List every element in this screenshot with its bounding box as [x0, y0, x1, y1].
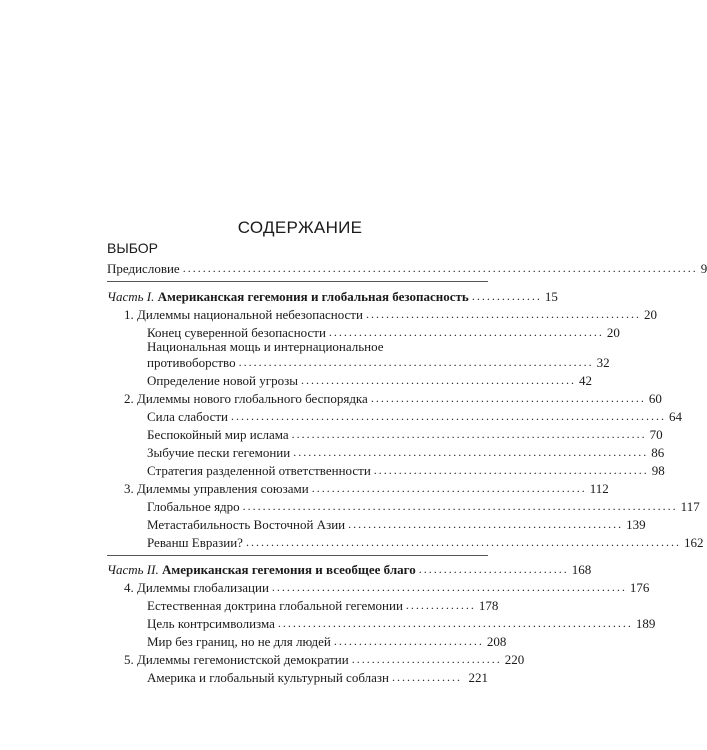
page-number: 176 [629, 580, 650, 595]
entry-title: Беспокойный мир ислама [147, 427, 289, 442]
toc-entry-2-4[interactable] [147, 459, 665, 478]
section-divider [107, 281, 488, 282]
page-number: 220 [504, 652, 525, 667]
toc-entry-3-1[interactable] [147, 495, 700, 514]
entry-title: Америка и глобальный культурный соблазн [147, 670, 389, 685]
dot-leader: .............................. [333, 634, 484, 648]
entry-title: противоборство [147, 355, 236, 370]
entry-title: 5. Дилеммы гегемонистской демократии [124, 652, 349, 667]
toc-entry-5-1[interactable] [147, 666, 488, 685]
dot-leader: .............................. [418, 562, 569, 576]
toc-heading: СОДЕРЖАНИЕ [237, 218, 363, 237]
entry-title: 1. Дилеммы национальной небезопасности [124, 307, 363, 322]
entry-title: Конец суверенной безопасности [147, 325, 326, 340]
part-label: Часть I. [107, 289, 155, 304]
toc-entry-chapter-2[interactable] [124, 387, 662, 406]
part-label: Часть II. [107, 562, 159, 577]
page-number: 112 [589, 481, 609, 496]
toc-entry-2-3[interactable] [147, 441, 665, 460]
dot-leader: ....................................................................... [271, 580, 627, 594]
toc-entry-chapter-5[interactable] [124, 648, 525, 667]
entry-title: Стратегия разделенной ответственности [147, 463, 371, 478]
page-number: 15 [544, 289, 558, 304]
toc-entry-part-2[interactable] [107, 558, 592, 577]
page-number: 189 [635, 616, 656, 631]
dot-leader: ....................................................... [365, 307, 641, 321]
toc-entry-chapter-1[interactable] [124, 303, 657, 322]
toc-entry-preface[interactable] [107, 257, 707, 276]
page-number: 32 [596, 355, 610, 370]
dot-leader: ....................................................... [370, 391, 646, 405]
page-number: 208 [486, 634, 507, 649]
dot-leader: ....................................................... [328, 325, 604, 339]
part-title: Американская гегемония и глобальная безопасность [157, 289, 469, 304]
dot-leader: .............. [405, 598, 476, 612]
section-divider [107, 555, 488, 556]
dot-leader: ....................................................................... [238, 355, 594, 369]
page-number: 98 [651, 463, 665, 478]
entry-title: 2. Дилеммы нового глобального беспорядка [124, 391, 368, 406]
dot-leader: ....................................................... [348, 517, 624, 531]
dot-leader: ....................................................................... [293, 445, 649, 459]
entry-title: Определение новой угрозы [147, 373, 298, 388]
dot-leader: ....................................................................... [291, 427, 647, 441]
entry-title: Реванш Евразии? [147, 535, 243, 550]
dot-leader: ....................................................................................... [245, 535, 681, 549]
page-number: 42 [578, 373, 592, 388]
entry-title: Зыбучие пески гегемонии [147, 445, 291, 460]
page-number: 9 [700, 261, 707, 276]
dot-leader: ....................................................... [311, 481, 587, 495]
toc-entry-2-1[interactable] [147, 405, 683, 424]
entry-title: Предисловие [107, 261, 180, 276]
toc-entry-1-2-line1: Национальная мощь и интернациональное [147, 339, 384, 354]
toc-entry-1-3[interactable] [147, 369, 592, 388]
dot-leader: ....................................................... [300, 373, 576, 387]
dot-leader: .............. [471, 289, 542, 303]
toc-entry-1-2[interactable] [147, 351, 610, 370]
entry-title: 4. Дилеммы глобализации [124, 580, 269, 595]
page-number: 64 [669, 409, 683, 424]
toc-entry-4-3[interactable] [147, 630, 507, 649]
dot-leader: ....................................................................................................... [182, 261, 698, 275]
dot-leader: ....................................................................................... [242, 499, 678, 513]
toc-entry-3-3[interactable] [147, 531, 704, 550]
entry-title [107, 562, 416, 577]
entry-title: 3. Дилеммы управления союзами [124, 481, 309, 496]
toc-entry-2-2[interactable] [147, 423, 663, 442]
part-title: Американская гегемония и всеобщее благо [161, 562, 416, 577]
toc-entry-1-1[interactable] [147, 321, 620, 340]
dot-leader: ....................................................................... [277, 616, 633, 630]
page-number: 20 [643, 307, 657, 322]
entry-title: Сила слабости [147, 409, 229, 424]
entry-title: Глобальное ядро [147, 499, 240, 514]
entry-title: Метастабильность Восточной Азии [147, 517, 346, 532]
page-number: 221 [468, 670, 488, 685]
entry-title: Мир без границ, но не для людей [147, 634, 331, 649]
toc-subheading: ВЫБОР [107, 240, 158, 256]
page-number: 70 [649, 427, 663, 442]
page-number: 162 [683, 535, 704, 550]
dot-leader: .............................. [351, 652, 502, 666]
toc-entry-4-1[interactable] [147, 594, 499, 613]
dot-leader: ....................................................... [373, 463, 649, 477]
page-number: 168 [571, 562, 592, 577]
page-number: 139 [626, 517, 646, 532]
page-number: 60 [648, 391, 662, 406]
page-number: 117 [680, 499, 700, 514]
page-number: 178 [478, 598, 499, 613]
toc-entry-chapter-4[interactable] [124, 576, 650, 595]
entry-title: Естественная доктрина глобальной гегемонии [147, 598, 403, 613]
toc-entry-3-2[interactable] [147, 513, 646, 532]
dot-leader: .............. [391, 670, 462, 684]
page-number: 86 [651, 445, 665, 460]
dot-leader: ....................................................................................... [231, 409, 667, 423]
toc-entry-part-1[interactable] [107, 285, 558, 304]
entry-title [107, 289, 469, 304]
toc-entry-4-2[interactable] [147, 612, 656, 631]
entry-title: Цель контрсимволизма [147, 616, 275, 631]
toc-entry-chapter-3[interactable] [124, 477, 609, 496]
page-number: 20 [606, 325, 620, 340]
